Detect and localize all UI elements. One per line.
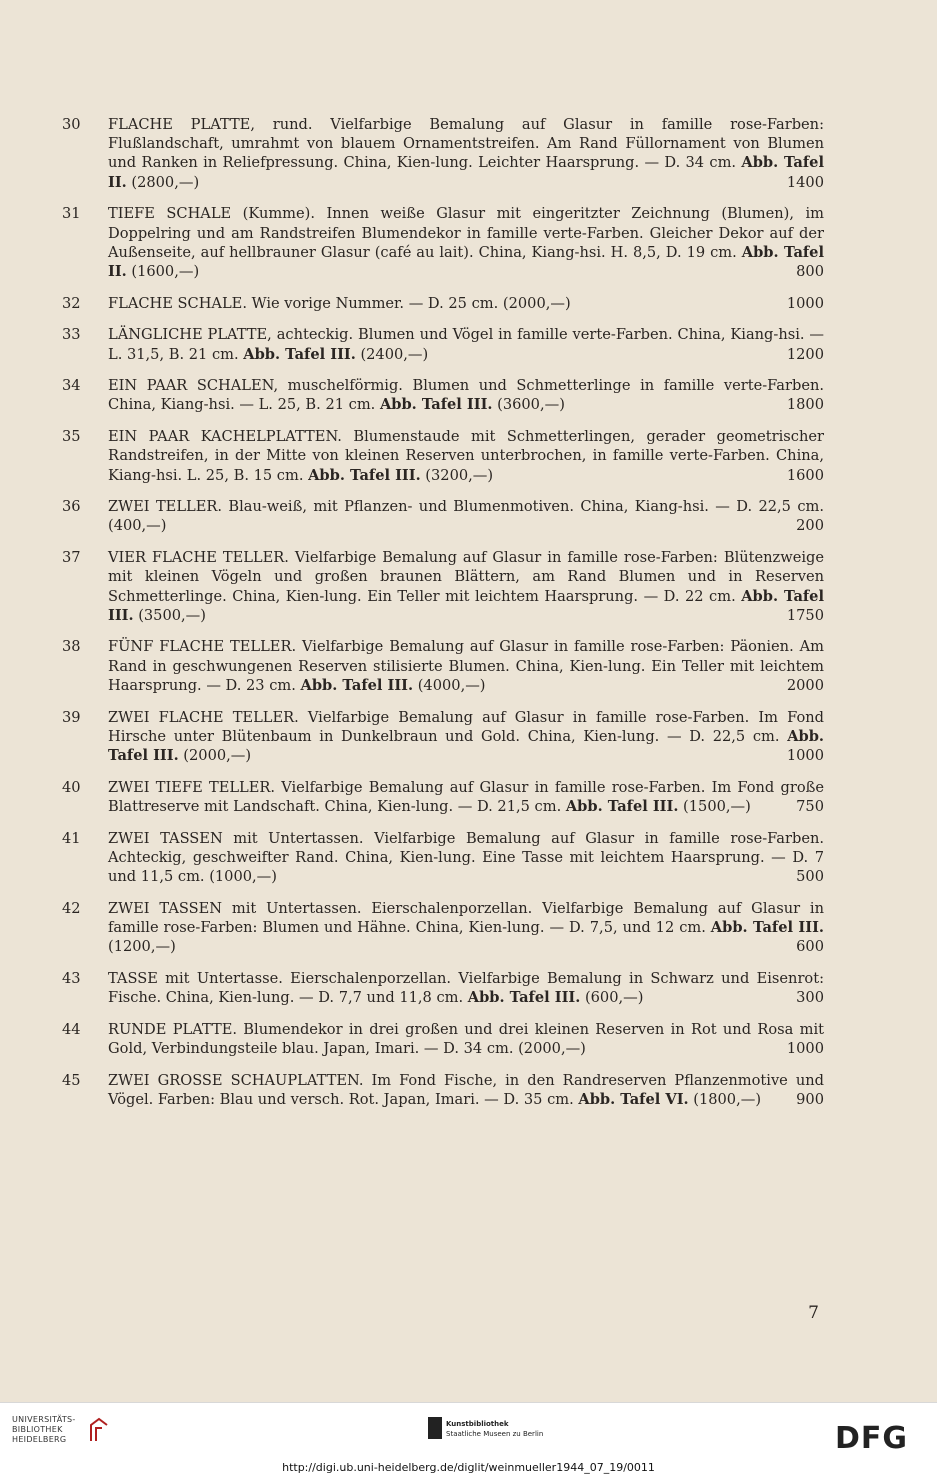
entry-description: RUNDE PLATTE. Blumendekor in drei großen und drei kleinen Reserven in Rot und Rosa mit Gold, Verbindungsteile blau. Japan, Imari. — D. 34 cm. (2000,—) [108, 1020, 824, 1057]
entry-description: TASSE mit Untertasse. Eierschalenporzellan. Vielfarbige Bemalung in Schwarz und Eisenrot: Fische. China, Kien-lung. — D. 7,7 und 11,8 cm. Abb. Tafel III. (600,—) [108, 969, 824, 1007]
entry-price: 1000 [786, 1039, 824, 1057]
entry-number: 37 [62, 549, 81, 567]
entry-price: 200 [796, 517, 824, 535]
catalog-entry [62, 969, 824, 1007]
catalog-entry [62, 778, 824, 816]
university-library-logo[interactable] [12, 1415, 76, 1445]
entry-price: 1800 [786, 396, 824, 414]
entry-price: 2000 [786, 676, 824, 694]
entry-price: 1600 [786, 466, 824, 484]
entry-description: ZWEI TELLER. Blau-weiß, mit Pflanzen- und Blumenmotiven. China, Kiang-hsi. — D. 22,5 cm. (400,—) [108, 498, 824, 535]
catalog-entry [62, 376, 824, 414]
entry-number: 33 [62, 326, 81, 344]
catalog-entry [62, 204, 824, 281]
entry-price: 600 [796, 938, 824, 956]
university-seal-icon [88, 1417, 110, 1443]
catalog-entry [62, 899, 824, 957]
uni-line3: HEIDELBERG [12, 1435, 67, 1444]
entry-number: 45 [62, 1071, 81, 1089]
entry-price: 300 [796, 989, 824, 1007]
entry-number: 43 [62, 969, 81, 987]
entry-number: 38 [62, 638, 81, 656]
uni-line1: UNIVERSITÄTS- [12, 1415, 76, 1424]
entry-description: FÜNF FLACHE TELLER. Vielfarbige Bemalung auf Glasur in famille rose-Farben: Päonien. Am Rand in geschwungenen Reserven stilisierte Blumen. China, Kien-lung. Ein Teller mit leichtem Haarsprung. — D. 23 cm. Abb. Tafel III. (4000,—) [108, 638, 824, 694]
catalog-entry [62, 325, 824, 363]
entry-number: 34 [62, 377, 81, 395]
catalog-entry [62, 829, 824, 887]
entry-price: 900 [796, 1090, 824, 1108]
entry-number: 40 [62, 778, 81, 796]
entry-description: ZWEI TASSEN mit Untertassen. Vielfarbige Bemalung auf Glasur in famille rose-Farben. Achteckig, geschweifter Rand. China, Kien-lung. Eine Tasse mit leichtem Haarsprung. — D. 7 und 11,5 cm. (1000,—) [108, 829, 824, 885]
entry-description: VIER FLACHE TELLER. Vielfarbige Bemalung auf Glasur in famille rose-Farben: Blütenzweige mit kleinen Vögeln und großen braunen Blättern, am Rand Blumen und in Reserven Schmetterlinge. China, Kien-lung. Ein Teller mit leichtem Haarsprung. — D. 22 cm. Abb. Tafel III. (3500,—) [108, 549, 825, 624]
entry-price: 1000 [786, 294, 824, 312]
entry-description: LÄNGLICHE PLATTE, achteckig. Blumen und Vögel in famille verte-Farben. China, Kiang-hsi. — L. 31,5, B. 21 cm. Abb. Tafel III. (2400,—) [108, 326, 824, 363]
entry-price: 500 [796, 868, 824, 885]
entry-description: ZWEI TIEFE TELLER. Vielfarbige Bemalung auf Glasur in famille rose-Farben. Im Fond große Blattreserve mit Landschaft. China, Kien-lung. — D. 21,5 cm. Abb. Tafel III. (1500,—) [108, 778, 824, 815]
entry-number: 31 [62, 205, 81, 223]
entry-description: ZWEI TASSEN mit Untertassen. Eierschalenporzellan. Vielfarbige Bemalung auf Glasur in famille rose-Farben: Blumen und Hähne. China, Kien-lung. — D. 7,5, und 12 cm. Abb. Tafel III. (1200,—) [108, 899, 824, 956]
page-number: 7 [808, 1303, 819, 1323]
entry-description: EIN PAAR KACHELPLATTEN. Blumenstaude mit Schmetterlingen, gerader geometrischer Randstreifen, in der Mitte von kleinen Reserven unterbrochen, in famille verte-Farben. China, Kiang-hsi. L. 25, B. 15 cm. Abb. Tafel III. (3200,—) [108, 428, 824, 484]
footer-bar [0, 1402, 937, 1474]
entry-description: FLACHE SCHALE. Wie vorige Nummer. — D. 25 cm. (2000,—) [108, 294, 571, 312]
entry-number: 30 [62, 116, 81, 133]
kb-line2: Staatliche Museen zu Berlin [446, 1430, 544, 1438]
entry-description: TIEFE SCHALE (Kumme). Innen weiße Glasur mit eingeritzter Zeichnung (Blumen), im Doppelring und am Randstreifen Blumendekor in famille verte-Farben. Gleicher Dekor auf der Außenseite, auf hellbrauner Glasur (café au lait). China, Kiang-hsi. H. 8,5, D. 19 cm. Abb. Tafel II. (1600,—) [108, 205, 825, 280]
permalink-url[interactable]: http://digi.ub.uni-heidelberg.de/diglit/weinmueller1944_07_19/0011 [282, 1461, 655, 1474]
entry-description: EIN PAAR SCHALEN, muschelförmig. Blumen und Schmetterlinge in famille verte-Farben. China, Kiang-hsi. — L. 25, B. 21 cm. Abb. Tafel III. (3600,—) [108, 377, 824, 414]
entry-description: ZWEI FLACHE TELLER. Vielfarbige Bemalung auf Glasur in famille rose-Farben. Im Fond Hirsche unter Blütenbaum in Dunkelbraun und Gold. China, Kien-lung. — D. 22,5 cm. Abb. Tafel III. (2000,—) [108, 708, 824, 764]
catalog-entry [62, 637, 824, 695]
entry-number: 35 [62, 428, 81, 446]
dfg-logo[interactable]: DFG [835, 1421, 909, 1456]
uni-line2: BIBLIOTHEK [12, 1425, 63, 1434]
catalog-entries [62, 115, 824, 1122]
entry-number: 39 [62, 708, 81, 726]
entry-price: 1400 [786, 173, 824, 191]
entry-description: ZWEI GROSSE SCHAUPLATTEN. Im Fond Fische, in den Randreserven Pflanzenmotive und Vögel. Farben: Blau und versch. Rot. Japan, Imari. — D. 35 cm. Abb. Tafel VI. (1800,—) [108, 1071, 824, 1108]
catalog-entry [62, 1020, 824, 1058]
entry-price: 800 [796, 262, 824, 280]
entry-number: 42 [62, 899, 81, 917]
entry-number: 36 [62, 498, 81, 516]
kb-line1: Kunstbibliothek [446, 1420, 509, 1428]
entry-description: FLACHE PLATTE, rund. Vielfarbige Bemalung auf Glasur in famille rose-Farben: Flußlandschaft, umrahmt von blauem Ornamentstreifen. Am Rand Füllornament von Blumen und Ranken in Reliefpressung. China, Kien-lung. Leichter Haarsprung. — D. 34 cm. Abb. Tafel II. (2800,—) [108, 116, 824, 191]
entry-price: 1200 [786, 345, 824, 363]
entry-price: 750 [796, 797, 824, 815]
catalog-entry [62, 1071, 824, 1109]
catalog-entry [62, 294, 824, 313]
catalog-entry [62, 427, 824, 485]
entry-number: 41 [62, 829, 81, 847]
entry-price: 1000 [786, 746, 824, 764]
entry-number: 32 [62, 294, 81, 312]
kunstbibliothek-logo-icon [428, 1417, 442, 1439]
kunstbibliothek-label[interactable] [446, 1419, 543, 1439]
catalog-entry [62, 115, 824, 192]
entry-number: 44 [62, 1020, 81, 1038]
catalog-entry [62, 497, 824, 535]
catalog-entry [62, 708, 824, 766]
entry-price: 1750 [786, 606, 824, 624]
catalog-entry [62, 548, 824, 625]
